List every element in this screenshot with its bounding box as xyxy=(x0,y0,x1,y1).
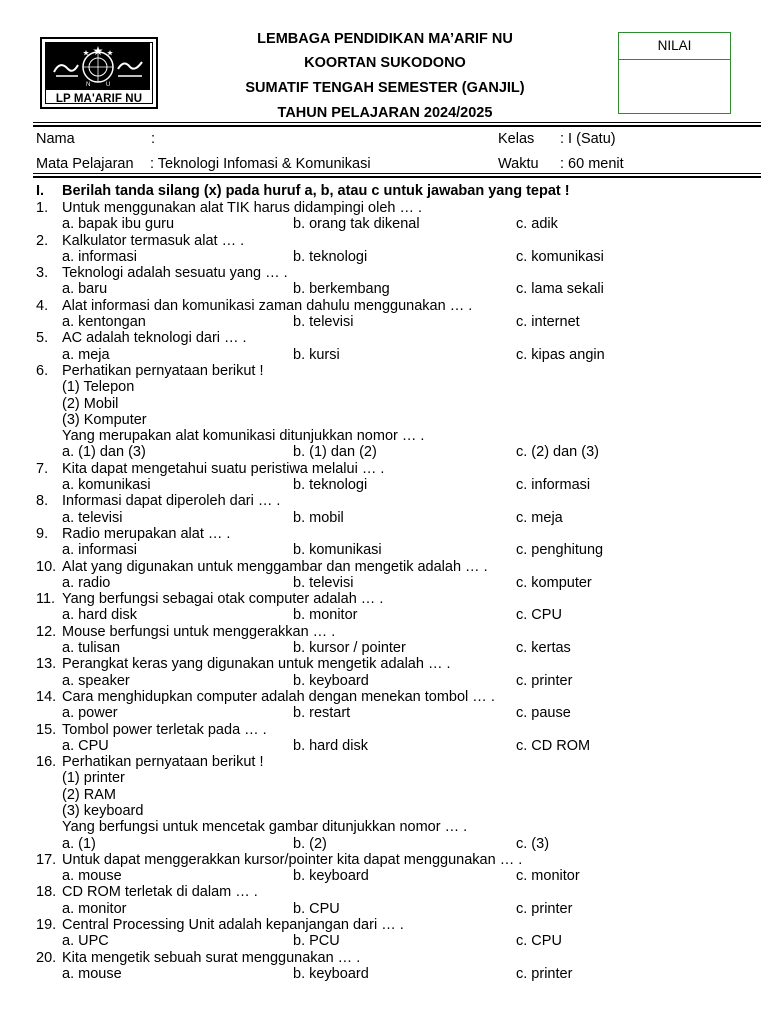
option-c: c. printer xyxy=(516,672,573,689)
option-a: a. tulisan xyxy=(62,640,121,657)
question-text: Kalkulator termasuk alat … . xyxy=(62,232,245,249)
answer-options xyxy=(36,444,756,460)
info-divider xyxy=(33,173,761,174)
question-text: Alat yang digunakan untuk menggambar dan mengetik adalah … . xyxy=(62,558,488,575)
instruction-text: Berilah tanda silang (x) pada huruf a, b, atau c untuk jawaban yang tepat ! xyxy=(62,183,570,199)
option-b: b. PCU xyxy=(293,933,340,950)
question-number: 4. xyxy=(36,297,49,314)
question-text: Untuk menggunakan alat TIK harus didampingi oleh … . xyxy=(62,200,423,216)
question-line xyxy=(36,884,756,900)
question-number: 9. xyxy=(36,525,49,542)
question-statement-line xyxy=(36,379,756,395)
header-divider xyxy=(33,122,761,123)
option-b: b. berkembang xyxy=(293,281,390,298)
question-statement: (1) Telepon xyxy=(62,379,135,396)
exam-title: SUMATIF TENGAH SEMESTER (GANJIL) xyxy=(245,80,525,96)
question-number: 8. xyxy=(36,493,49,510)
question-line xyxy=(36,298,756,314)
option-c: c. CD ROM xyxy=(516,737,591,754)
option-b: b. restart xyxy=(293,705,351,722)
question-statement: (3) Komputer xyxy=(62,411,147,428)
question-statement: Yang berfungsi untuk mencetak gambar ditunjukkan nomor … . xyxy=(62,819,468,836)
option-a: a. monitor xyxy=(62,900,127,917)
option-c: c. monitor xyxy=(516,868,580,885)
mapel-value: : Teknologi Infomasi & Komunikasi xyxy=(150,156,371,172)
question-line xyxy=(36,330,756,346)
question-line xyxy=(36,754,756,770)
question-line xyxy=(36,200,756,216)
question-text: Tombol power terletak pada … . xyxy=(62,721,267,738)
option-a: a. televisi xyxy=(62,509,123,526)
question-line xyxy=(36,591,756,607)
option-b: b. keyboard xyxy=(293,868,369,885)
question-text: Teknologi adalah sesuatu yang … . xyxy=(62,265,288,282)
waktu-value: : 60 menit xyxy=(560,156,624,172)
institution-name: LEMBAGA PENDIDIKAN MA’ARIF NU xyxy=(257,31,513,47)
answer-options xyxy=(36,510,756,526)
option-a: a. power xyxy=(62,705,118,722)
option-c: c. (2) dan (3) xyxy=(516,444,599,461)
question-line xyxy=(36,265,756,281)
question-number: 1. xyxy=(36,200,49,216)
option-c: c. pause xyxy=(516,705,571,722)
answer-options xyxy=(36,216,756,232)
option-c: c. internet xyxy=(516,314,580,331)
answer-options xyxy=(36,249,756,265)
question-text: Untuk dapat menggerakkan kursor/pointer kita dapat menggunakan … . xyxy=(62,851,523,868)
option-a: a. UPC xyxy=(62,933,109,950)
answer-options xyxy=(36,607,756,623)
answer-options xyxy=(36,868,756,884)
region-name: KOORTAN SUKODONO xyxy=(304,55,466,71)
question-text: AC adalah teknologi dari … . xyxy=(62,330,247,347)
question-number: 2. xyxy=(36,232,49,249)
question-line xyxy=(36,852,756,868)
header-divider-thick xyxy=(33,125,761,127)
question-text: Yang berfungsi sebagai otak computer adalah … . xyxy=(62,591,384,608)
question-number: 13. xyxy=(36,656,57,673)
option-b: b. hard disk xyxy=(293,737,368,754)
question-line xyxy=(36,526,756,542)
option-b: b. monitor xyxy=(293,607,358,624)
answer-options xyxy=(36,640,756,656)
question-statement: (2) Mobil xyxy=(62,395,119,412)
option-c: c. meja xyxy=(516,509,563,526)
waktu-label: Waktu xyxy=(498,156,539,172)
question-number: 19. xyxy=(36,917,57,934)
answer-options xyxy=(36,542,756,558)
option-c: c. CPU xyxy=(516,607,562,624)
option-b: b. mobil xyxy=(293,509,344,526)
score-label: NILAI xyxy=(619,33,730,60)
question-text: Radio merupakan alat … . xyxy=(62,525,231,542)
option-a: a. mouse xyxy=(62,965,122,982)
nama-label: Nama xyxy=(36,131,75,147)
svg-text:U: U xyxy=(106,82,111,88)
answer-options xyxy=(36,673,756,689)
option-a: a. komunikasi xyxy=(62,477,151,494)
option-b: b. keyboard xyxy=(293,965,369,982)
question-line xyxy=(36,363,756,379)
option-a: a. kentongan xyxy=(62,314,146,331)
option-c: c. printer xyxy=(516,900,573,917)
answer-options xyxy=(36,314,756,330)
option-b: b. keyboard xyxy=(293,672,369,689)
option-c: c. penghitung xyxy=(516,542,604,559)
answer-options xyxy=(36,705,756,721)
question-text: Central Processing Unit adalah kepanjangan dari … . xyxy=(62,917,404,934)
option-b: b. kursor / pointer xyxy=(293,640,406,657)
question-line xyxy=(36,656,756,672)
question-line xyxy=(36,624,756,640)
question-number: 17. xyxy=(36,851,57,868)
option-b: b. kursi xyxy=(293,346,340,363)
instruction-number: I. xyxy=(36,183,45,199)
question-text: Kita mengetik sebuah surat menggunakan … . xyxy=(62,949,361,966)
instruction xyxy=(36,183,756,200)
question-statement: (3) keyboard xyxy=(62,802,144,819)
question-line xyxy=(36,917,756,933)
question-line xyxy=(36,689,756,705)
option-b: b. teknologi xyxy=(293,248,368,265)
info-divider-thick xyxy=(33,176,761,178)
question-statement-line xyxy=(36,412,756,428)
option-a: a. informasi xyxy=(62,248,137,265)
option-a: a. mouse xyxy=(62,868,122,885)
question-text: Perhatikan pernyataan berikut ! xyxy=(62,754,264,771)
option-c: c. kipas angin xyxy=(516,346,605,363)
kelas-label: Kelas xyxy=(498,131,535,147)
nu-emblem-icon xyxy=(46,42,150,90)
answer-options xyxy=(36,966,756,982)
answer-options xyxy=(36,933,756,949)
question-number: 18. xyxy=(36,884,57,901)
option-c: c. komunikasi xyxy=(516,248,604,265)
question-number: 6. xyxy=(36,362,49,379)
question-statement: (2) RAM xyxy=(62,786,116,803)
option-b: b. teknologi xyxy=(293,477,368,494)
answer-options xyxy=(36,347,756,363)
question-text: Alat informasi dan komunikasi zaman dahulu menggunakan … . xyxy=(62,297,473,314)
question-line xyxy=(36,559,756,575)
logo-text: LP MA'ARIF NU xyxy=(55,93,143,105)
nama-colon: : xyxy=(151,131,156,147)
question-statement-line xyxy=(36,770,756,786)
question-line xyxy=(36,950,756,966)
question-statement-line xyxy=(36,396,756,412)
question-number: 10. xyxy=(36,558,57,575)
option-c: c. adik xyxy=(516,216,558,233)
option-b: b. televisi xyxy=(293,574,354,591)
lp-maarif-logo xyxy=(40,37,158,109)
answer-options xyxy=(36,281,756,297)
option-b: b. (2) xyxy=(293,835,327,852)
question-text: Mouse berfungsi untuk menggerakkan … . xyxy=(62,623,336,640)
question-number: 11. xyxy=(36,591,56,608)
question-statement-line xyxy=(36,803,756,819)
option-c: c. (3) xyxy=(516,835,550,852)
svg-text:N: N xyxy=(86,82,91,88)
option-a: a. meja xyxy=(62,346,110,363)
option-a: a. informasi xyxy=(62,542,137,559)
option-b: b. CPU xyxy=(293,900,340,917)
question-line xyxy=(36,493,756,509)
question-number: 14. xyxy=(36,688,57,705)
question-statement: (1) printer xyxy=(62,770,125,787)
option-c: c. kertas xyxy=(516,640,571,657)
question-number: 20. xyxy=(36,949,57,966)
question-text: Perangkat keras yang digunakan untuk mengetik adalah … . xyxy=(62,656,451,673)
option-a: a. baru xyxy=(62,281,108,298)
question-text: Perhatikan pernyataan berikut ! xyxy=(62,362,264,379)
answer-options xyxy=(36,901,756,917)
option-a: a. (1) xyxy=(62,835,96,852)
option-a: a. bapak ibu guru xyxy=(62,216,175,233)
answer-options xyxy=(36,477,756,493)
question-text: Kita dapat mengetahui suatu peristiwa melalui … . xyxy=(62,460,385,477)
question-text: CD ROM terletak di dalam … . xyxy=(62,884,258,901)
option-c: c. lama sekali xyxy=(516,281,604,298)
question-number: 3. xyxy=(36,265,49,282)
option-b: b. (1) dan (2) xyxy=(293,444,377,461)
question-line xyxy=(36,233,756,249)
question-text: Cara menghidupkan computer adalah dengan menekan tombol … . xyxy=(62,688,495,705)
question-number: 15. xyxy=(36,721,57,738)
question-line xyxy=(36,461,756,477)
question-number: 7. xyxy=(36,460,49,477)
option-b: b. komunikasi xyxy=(293,542,382,559)
question-list xyxy=(36,183,756,982)
option-a: a. speaker xyxy=(62,672,130,689)
answer-options xyxy=(36,738,756,754)
question-line xyxy=(36,722,756,738)
option-a: a. radio xyxy=(62,574,111,591)
answer-options xyxy=(36,836,756,852)
question-statement-line xyxy=(36,787,756,803)
question-number: 12. xyxy=(36,623,57,640)
question-statement-line xyxy=(36,428,756,444)
option-b: b. televisi xyxy=(293,314,354,331)
answer-options xyxy=(36,575,756,591)
option-a: a. hard disk xyxy=(62,607,137,624)
mapel-label: Mata Pelajaran xyxy=(36,156,134,172)
kelas-value: : I (Satu) xyxy=(560,131,616,147)
option-c: c. printer xyxy=(516,965,573,982)
question-number: 5. xyxy=(36,330,49,347)
option-a: a. CPU xyxy=(62,737,109,754)
academic-year: TAHUN PELAJARAN 2024/2025 xyxy=(277,105,493,121)
option-b: b. orang tak dikenal xyxy=(293,216,420,233)
question-number: 16. xyxy=(36,754,57,771)
question-statement-line xyxy=(36,819,756,835)
option-a: a. (1) dan (3) xyxy=(62,444,146,461)
score-box xyxy=(618,32,731,114)
option-c: c. komputer xyxy=(516,574,592,591)
option-c: c. CPU xyxy=(516,933,562,950)
question-text: Informasi dapat diperoleh dari … . xyxy=(62,493,281,510)
question-statement: Yang merupakan alat komunikasi ditunjukkan nomor … . xyxy=(62,428,425,445)
option-c: c. informasi xyxy=(516,477,591,494)
